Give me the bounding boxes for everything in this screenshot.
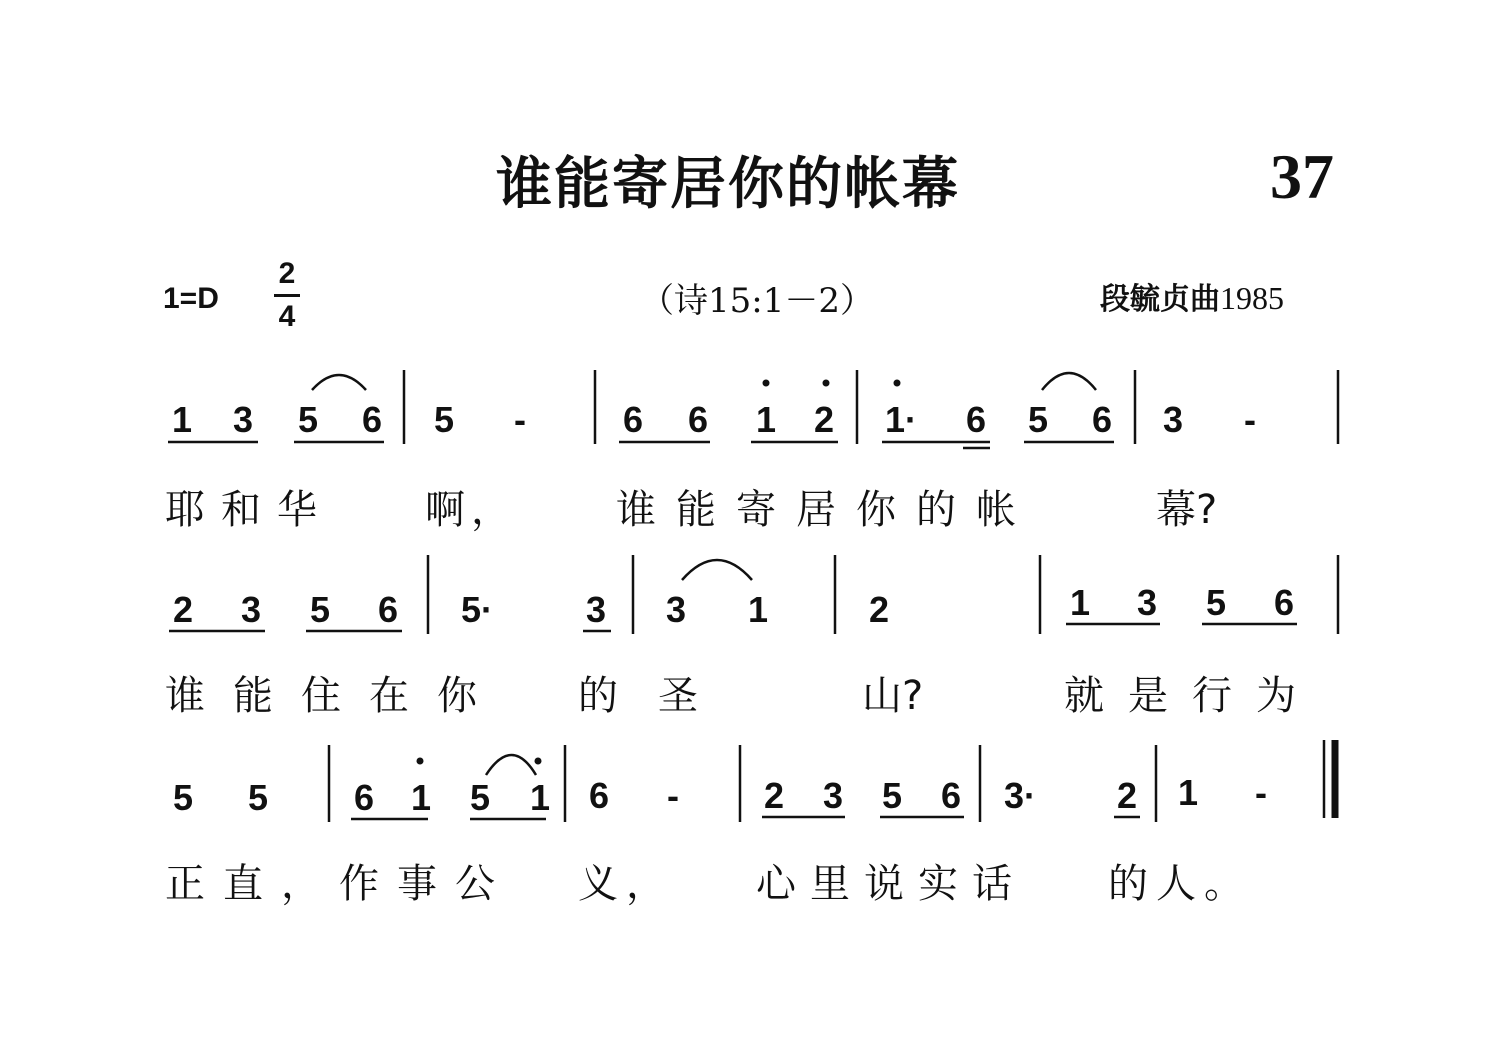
note: 6 bbox=[688, 399, 709, 440]
dash: - bbox=[514, 399, 526, 440]
note: 1 bbox=[411, 777, 432, 818]
note: 6 bbox=[589, 775, 610, 816]
note: 1 bbox=[172, 399, 193, 440]
note: 1 bbox=[756, 399, 777, 440]
note: 5 bbox=[434, 399, 455, 440]
note: 3 bbox=[586, 589, 607, 630]
composer-year: 1985 bbox=[1220, 280, 1284, 316]
song-title: 谁能寄居你的帐幕 bbox=[496, 152, 960, 217]
note: 6 bbox=[378, 589, 399, 630]
lyric-segment: 就是行为 bbox=[1064, 673, 1320, 719]
dash: - bbox=[667, 775, 679, 816]
note: 5 bbox=[248, 777, 269, 818]
lyric-segment: 谁能住在你 bbox=[165, 673, 505, 719]
note: 6 bbox=[1092, 399, 1113, 440]
lyric-segment: 心里说实话 bbox=[756, 861, 1026, 907]
lyric-segment: 山? bbox=[862, 673, 924, 719]
note: 1 bbox=[1178, 772, 1199, 813]
note: 6 bbox=[623, 399, 644, 440]
note: 5 bbox=[470, 777, 491, 818]
lyric-segment: 正直，作事公 bbox=[165, 861, 513, 907]
note: 6 bbox=[941, 775, 962, 816]
note: 6 bbox=[354, 777, 375, 818]
composer-name: 段毓贞曲 bbox=[1100, 282, 1220, 317]
lyric-segment: 义， bbox=[578, 861, 674, 907]
barlines-row-1 bbox=[404, 370, 1338, 444]
note: 5 bbox=[173, 777, 194, 818]
note: 5 bbox=[882, 775, 903, 816]
note: 2 bbox=[869, 589, 890, 630]
note: 5 bbox=[310, 589, 331, 630]
time-signature-top: 2 bbox=[278, 257, 296, 290]
note: 3 bbox=[241, 589, 262, 630]
note: 1 bbox=[530, 777, 551, 818]
note: 3 bbox=[666, 589, 687, 630]
lyric-segment: 啊， bbox=[425, 487, 517, 533]
note: 6 bbox=[966, 399, 987, 440]
notation-row-3 bbox=[173, 772, 1267, 818]
lyric-segment: 耶和华 bbox=[165, 487, 333, 533]
note: 2 bbox=[814, 399, 835, 440]
note: 5 bbox=[1206, 582, 1227, 623]
note: 3 bbox=[1163, 399, 1184, 440]
note: 5· bbox=[461, 589, 494, 630]
note: 5 bbox=[298, 399, 319, 440]
note: 1 bbox=[1070, 582, 1091, 623]
note: 1· bbox=[885, 399, 918, 440]
note: 2 bbox=[173, 589, 194, 630]
key-signature: 1=D bbox=[163, 282, 219, 315]
note: 3 bbox=[233, 399, 254, 440]
time-signature-bottom: 4 bbox=[278, 300, 296, 333]
note: 2 bbox=[1117, 775, 1138, 816]
lyric-segment: 的圣 bbox=[578, 673, 738, 719]
lyric-segment: 的人。 bbox=[1108, 861, 1252, 907]
beams-row-2 bbox=[169, 560, 1297, 631]
note: 2 bbox=[764, 775, 785, 816]
note: 6 bbox=[362, 399, 383, 440]
lyric-segment: 幕? bbox=[1156, 487, 1218, 533]
note: 6 bbox=[1274, 582, 1295, 623]
dash: - bbox=[1255, 772, 1267, 813]
note: 3 bbox=[823, 775, 844, 816]
notation-row-1 bbox=[172, 399, 1256, 440]
scripture-reference: （诗15:1－2） bbox=[640, 281, 874, 321]
note: 3· bbox=[1004, 775, 1037, 816]
note: 3 bbox=[1137, 582, 1158, 623]
page-number: 37 bbox=[1270, 141, 1334, 212]
dash: - bbox=[1244, 399, 1256, 440]
octave-dots-row-1 bbox=[763, 380, 901, 387]
note: 5 bbox=[1028, 399, 1049, 440]
note: 1 bbox=[748, 589, 769, 630]
lyric-segment: 谁能寄居你的帐 bbox=[616, 487, 1036, 533]
